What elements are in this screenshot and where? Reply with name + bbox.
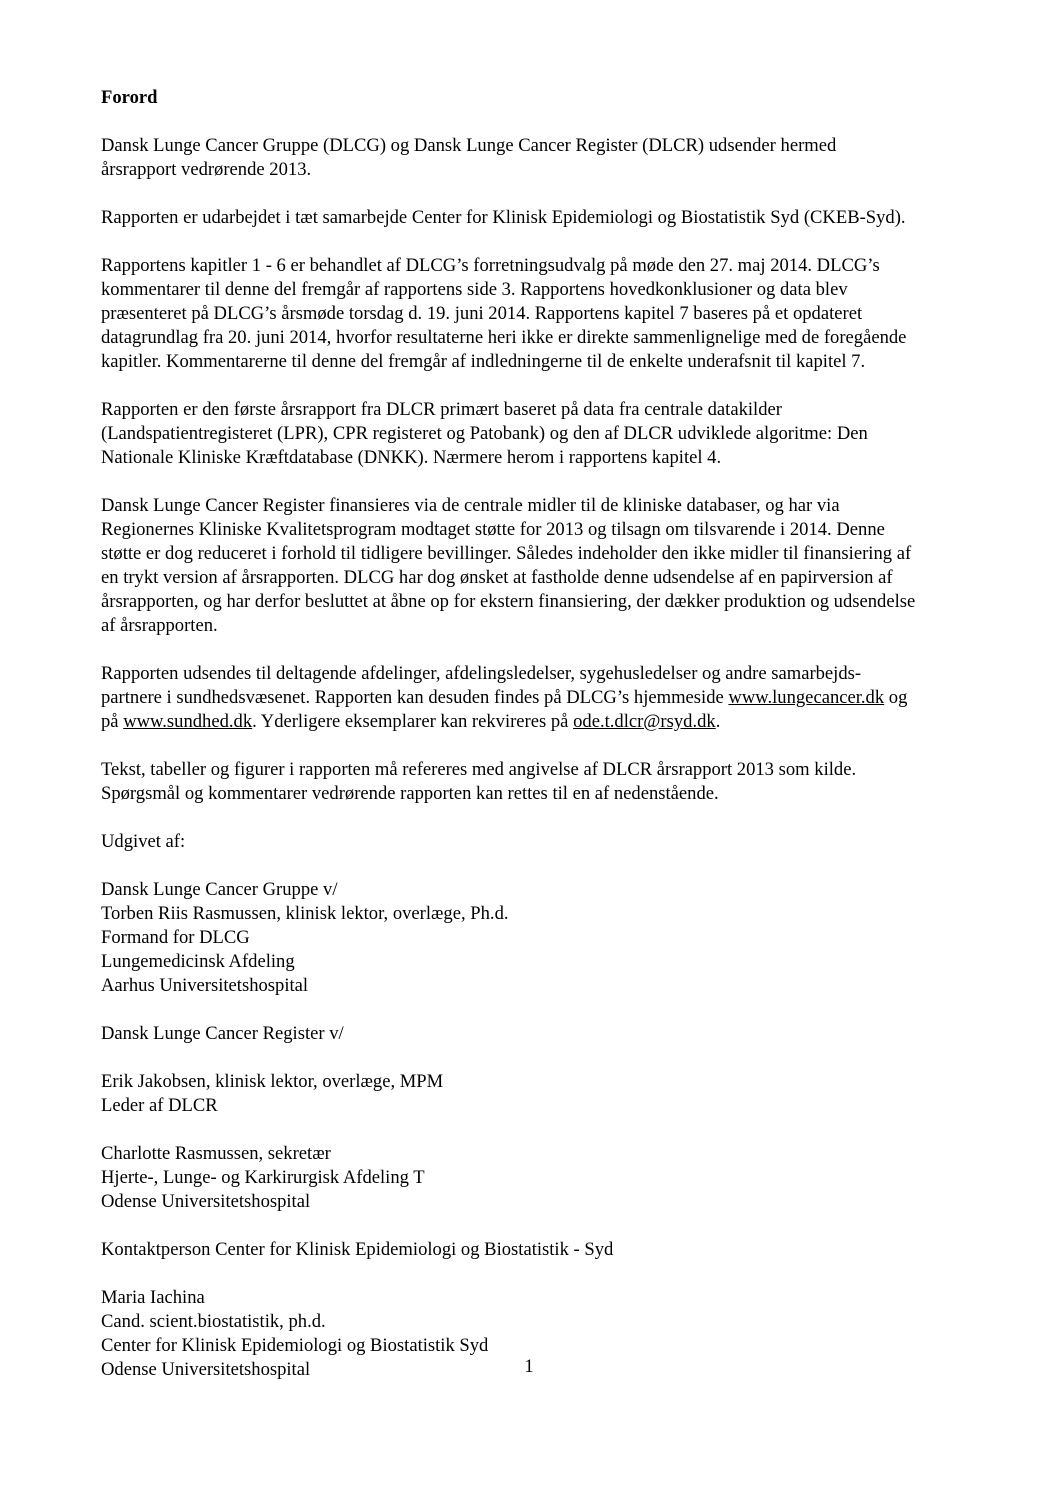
chapters-paragraph: [101, 254, 971, 374]
dlcg-contact-block: [101, 878, 971, 998]
text-line: Charlotte Rasmussen, sekretær: [101, 1143, 331, 1164]
financing-paragraph: [101, 494, 971, 638]
text-line: [101, 686, 971, 710]
text-line: (Landspatientregisteret (LPR), CPR registeret og Patobank) og den af DLCR udviklede algoritme: Den: [101, 423, 868, 444]
text-fragment: og: [884, 687, 908, 708]
text-line: Rapporten er den første årsrapport fra DLCR primært baseret på data fra centrale datakilder: [101, 399, 782, 420]
published-by-label: Udgivet af:: [101, 831, 186, 852]
intro-paragraph: [101, 134, 971, 182]
text-line: Odense Universitetshospital: [101, 1191, 311, 1212]
distribution-paragraph: [101, 662, 971, 734]
text-line: kapitler. Kommentarerne til denne del fremgår af indledningerne til de enkelte underafsnit til kapitel 7.: [101, 351, 866, 372]
text-line: Rapporten er udarbejdet i tæt samarbejde Center for Klinisk Epidemiologi og Biostatistik Syd (CKEB-Syd).: [101, 207, 906, 228]
text-line: Nationale Kliniske Kræftdatabase (DNKK). Nærmere herom i rapportens kapitel 4.: [101, 447, 722, 468]
text-line: Formand for DLCG: [101, 927, 250, 948]
dlcr-heading: Dansk Lunge Cancer Register v/: [101, 1023, 344, 1044]
text-line: [101, 710, 971, 734]
text-line: Center for Klinisk Epidemiologi og Biostatistik Syd: [101, 1335, 489, 1356]
text-line: Regionernes Kliniske Kvalitetsprogram modtaget støtte for 2013 og tilsagn om tilsvarende i 2014. Denne: [101, 519, 885, 540]
text-fragment: . Yderligere eksemplarer kan rekvireres på: [252, 711, 574, 732]
ckeb-heading: Kontaktperson Center for Klinisk Epidemiologi og Biostatistik - Syd: [101, 1239, 614, 1260]
text-line: Rapportens kapitler 1 - 6 er behandlet af DLCG’s forretningsudvalg på møde den 27. maj 2014. DLCG’s: [101, 255, 880, 276]
rasmussen-contact-block: [101, 1142, 971, 1214]
text-line: en trykt version af årsrapporten. DLCG har dog ønsket at fastholde denne udsendelse af en papirversion af: [101, 567, 893, 588]
text-line: Dansk Lunge Cancer Gruppe v/: [101, 879, 338, 900]
text-fragment: på: [101, 711, 124, 732]
text-line: Aarhus Universitetshospital: [101, 975, 309, 996]
text-line: Rapporten udsendes til deltagende afdelinger, afdelingsledelser, sygehusledelser og andre samarbejds-: [101, 663, 862, 684]
jakobsen-contact-block: [101, 1070, 971, 1118]
text-line: præsenteret på DLCG’s årsmøde torsdag d. 19. juni 2014. Rapportens kapitel 7 baseres på et opdateret: [101, 303, 863, 324]
text-line: Erik Jakobsen, klinisk lektor, overlæge, MPM: [101, 1071, 444, 1092]
text-line: Tekst, tabeller og figurer i rapporten må refereres med angivelse af DLCR årsrapport 2013 som kilde.: [101, 759, 857, 780]
text-line: Leder af DLCR: [101, 1095, 218, 1116]
text-line: datagrundlag fra 20. juni 2014, hvorfor resultaterne heri ikke er direkte sammenlignelige med de foregående: [101, 327, 907, 348]
text-line: af årsrapporten.: [101, 615, 218, 636]
page-number: 1: [524, 1356, 534, 1377]
text-line: Maria Iachina: [101, 1287, 205, 1308]
lungecancer-link[interactable]: www.lungecancer.dk: [728, 687, 885, 708]
page-title: Forord: [101, 87, 158, 108]
text-line: Torben Riis Rasmussen, klinisk lektor, overlæge, Ph.d.: [101, 903, 509, 924]
text-line: Spørgsmål og kommentarer vedrørende rapporten kan rettes til en af nedenstående.: [101, 783, 719, 804]
text-line: Hjerte-, Lunge- og Karkirurgisk Afdeling T: [101, 1167, 425, 1188]
text-line: Lungemedicinsk Afdeling: [101, 951, 295, 972]
text-line: Dansk Lunge Cancer Register finansieres via de centrale midler til de kliniske databaser, og har via: [101, 495, 840, 516]
text-line: kommentarer til denne del fremgår af rapportens side 3. Rapportens hovedkonklusioner og data blev: [101, 279, 848, 300]
reference-paragraph: [101, 758, 971, 806]
text-line: Odense Universitetshospital: [101, 1359, 311, 1380]
data-sources-paragraph: [101, 398, 971, 470]
text-line: støtte er dog reduceret i forhold til tidligere bevillinger. Således indeholder den ikke midler til finansiering af: [101, 543, 912, 564]
text-line: Cand. scient.biostatistik, ph.d.: [101, 1311, 326, 1332]
document-page: [101, 86, 971, 1406]
collaboration-paragraph: [101, 206, 971, 230]
sundhed-link[interactable]: www.sundhed.dk: [123, 711, 253, 732]
email-link[interactable]: ode.t.dlcr@rsyd.dk: [573, 711, 716, 732]
text-fragment: partnere i sundhedsvæsenet. Rapporten kan desuden findes på DLCG’s hjemmeside: [101, 687, 729, 708]
text-line: årsrapporten, og har derfor besluttet at åbne op for ekstern finansiering, der dækker produktion og udsendelse: [101, 591, 916, 612]
text-line: årsrapport vedrørende 2013.: [101, 159, 312, 180]
text-line: Dansk Lunge Cancer Gruppe (DLCG) og Dansk Lunge Cancer Register (DLCR) udsender hermed: [101, 135, 837, 156]
text-fragment: .: [715, 711, 721, 732]
